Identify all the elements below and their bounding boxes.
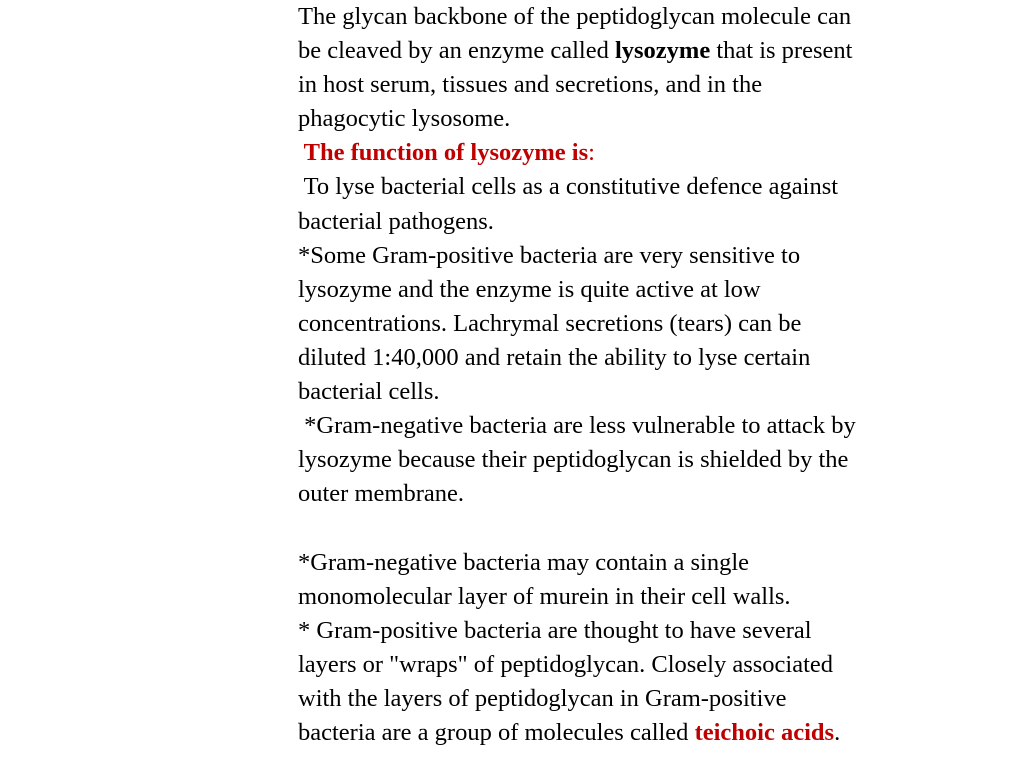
gram-positive-layers-line-1: * Gram-positive bacteria are thought to have several <box>298 616 812 644</box>
gram-negative-vulnerability-line-2: lysozyme because their peptidoglycan is shielded by the <box>298 446 849 474</box>
gram-positive-layers-line-3: with the layers of peptidoglycan in Gram-positive <box>298 684 787 712</box>
function-heading <box>298 136 958 170</box>
gram-negative-layer-line-1: *Gram-negative bacteria may contain a single <box>298 548 750 576</box>
gram-positive-sensitivity-line-5: bacterial cells. <box>298 378 440 406</box>
paragraph-lysozyme-line-3: in host serum, tissues and secretions, and in the <box>298 71 763 99</box>
term-lysozyme: lysozyme <box>614 37 711 65</box>
blank-line <box>298 511 958 545</box>
gram-positive-sensitivity-line-1: *Some Gram-positive bacteria are very sensitive to <box>298 241 801 269</box>
paragraph-lysozyme-line-4: phagocytic lysosome. <box>298 105 511 133</box>
gram-negative-vulnerability-line-3: outer membrane. <box>298 480 464 508</box>
gram-negative-layer-line-2: monomolecular layer of murein in their cell walls. <box>298 582 791 610</box>
function-text-line-2: bacterial pathogens. <box>298 207 494 235</box>
function-heading-colon: : <box>588 139 595 167</box>
gram-positive-layers-line-4 <box>298 716 958 750</box>
text-run: be cleaved by an enzyme called <box>298 37 615 65</box>
paragraph-lysozyme-line-1: The glycan backbone of the peptidoglycan molecule can <box>298 3 852 30</box>
gram-negative-vulnerability-line-1: *Gram-negative bacteria are less vulnerable to attack by <box>298 412 856 440</box>
paragraph-lysozyme-line-2 <box>298 34 958 68</box>
function-heading-text: The function of lysozyme is <box>298 139 589 167</box>
function-text-line-1: To lyse bacterial cells as a constitutive defence against <box>298 173 839 201</box>
text-run: that is present <box>710 37 853 65</box>
gram-positive-sensitivity-line-4: diluted 1:40,000 and retain the ability to lyse certain <box>298 343 811 371</box>
gram-positive-sensitivity-line-3: concentrations. Lachrymal secretions (tears) can be <box>298 309 802 337</box>
text-body <box>298 0 958 750</box>
text-run: bacteria are a group of molecules called <box>298 718 695 746</box>
gram-positive-layers-line-2: layers or "wraps" of peptidoglycan. Closely associated <box>298 650 834 678</box>
term-teichoic-acids: teichoic acids <box>694 718 835 746</box>
gram-positive-sensitivity-line-2: lysozyme and the enzyme is quite active at low <box>298 275 761 303</box>
text-run: . <box>834 718 841 746</box>
